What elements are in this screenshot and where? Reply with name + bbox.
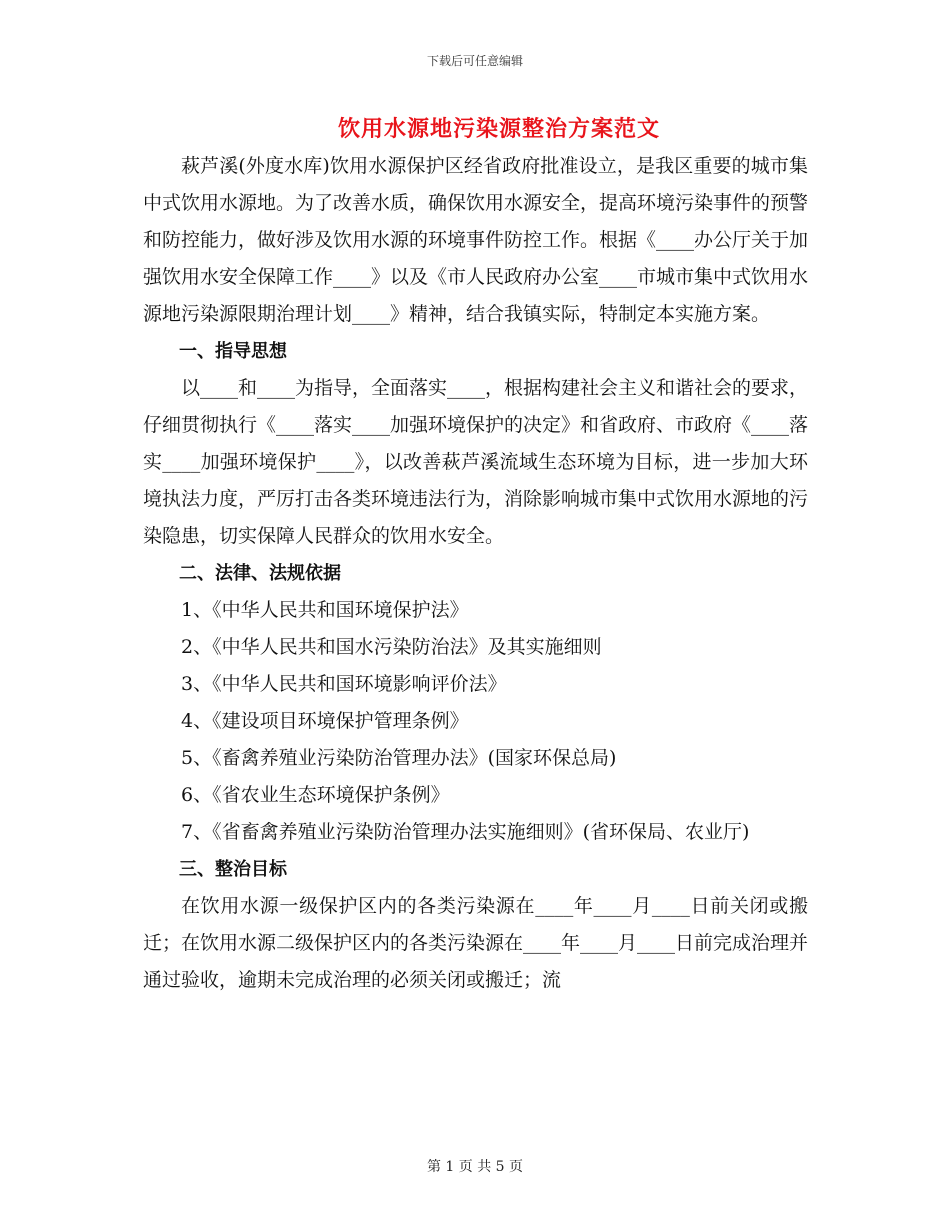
guiding-ideology-paragraph: 以____和____为指导，全面落实____，根据构建社会主义和谐社会的要求，仔细贯彻执行《____落实____加强环境保护的决定》和省政府、市政府《____落实____加强环境保护____》，以改善萩芦溪流域生态环境为目标，进一步加大环境执法力度，严厉打击各类环境违法行为，消除影响城市集中式饮用水源地的污染隐患，切实保障人民群众的饮用水安全。: [143, 377, 808, 547]
header-note: 下载后可任意编辑: [426, 54, 523, 68]
document-title: 饮用水源地污染源整治方案范文: [337, 116, 660, 142]
legal-basis-item: 4、《建设项目环境保护管理条例》: [181, 710, 469, 732]
legal-basis-item: 3、《中华人民共和国环境影响评价法》: [181, 673, 507, 695]
legal-basis-item: 2、《中华人民共和国水污染防治法》及其实施细则: [181, 636, 602, 658]
intro-paragraph: 萩芦溪(外度水库)饮用水源保护区经省政府批准设立，是我区重要的城市集中式饮用水源地。为了改善水质，确保饮用水源安全，提高环境污染事件的预警和防控能力，做好涉及饮用水源的环境事件防控工作。根据《____办公厅关于加强饮用水安全保障工作____》以及《市人民政府办公室____市城市集中式饮用水源地污染源限期治理计划____》精神，结合我镇实际，特制定本实施方案。: [143, 155, 808, 325]
page-number: 第 1 页 共 5 页: [426, 1159, 524, 1175]
legal-basis-item: 5、《畜禽养殖业污染防治管理办法》(国家环保总局): [181, 747, 617, 769]
section-heading-goals: 三、整治目标: [179, 859, 287, 880]
section-heading-legal-basis: 二、法律、法规依据: [179, 563, 341, 584]
document-body: [143, 148, 808, 1123]
legal-basis-item: 1、《中华人民共和国环境保护法》: [181, 599, 469, 621]
legal-basis-item: 7、《省畜禽养殖业污染防治管理办法实施细则》(省环保局、农业厅): [181, 821, 750, 843]
legal-basis-item: 6、《省农业生态环境保护条例》: [181, 784, 450, 806]
section-heading-guiding-ideology: 一、指导思想: [179, 341, 287, 362]
goals-paragraph: 在饮用水源一级保护区内的各类污染源在____年____月____日前关闭或搬迁；在饮用水源二级保护区内的各类污染源在____年____月____日前完成治理并通过验收，逾期未完成治理的必须关闭或搬迁；流: [143, 895, 808, 991]
